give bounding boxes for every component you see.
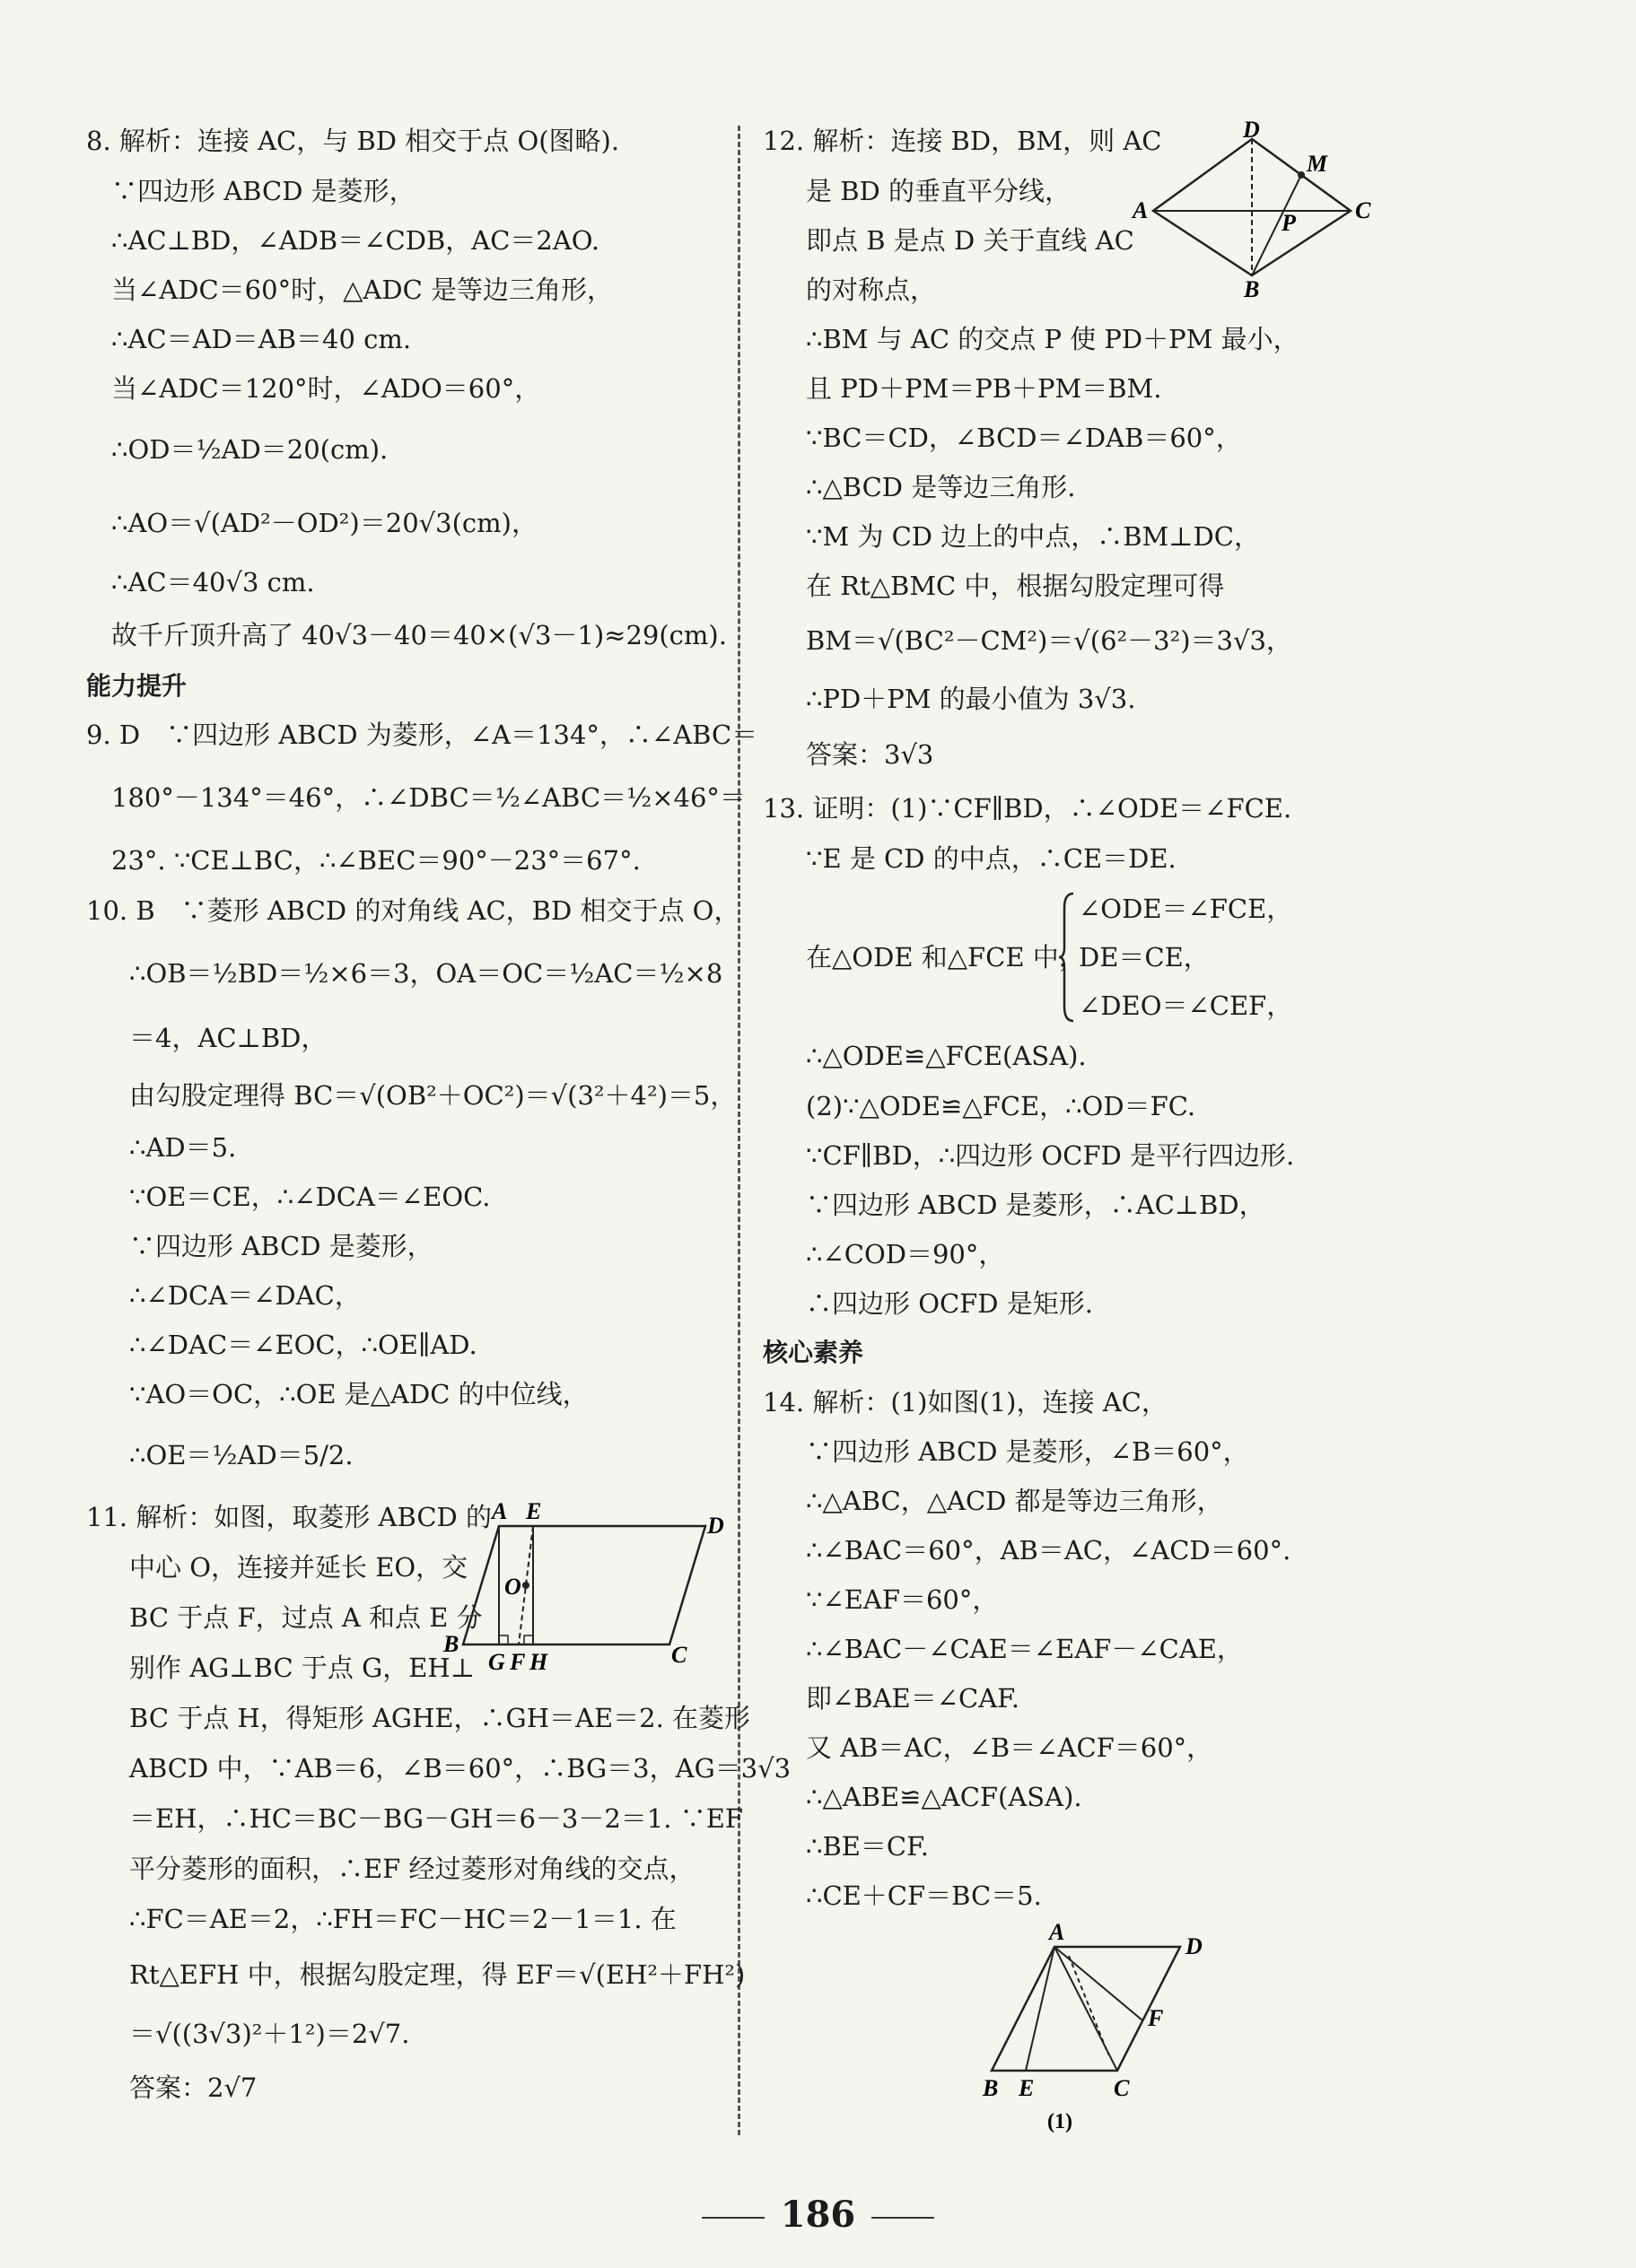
- label-A: A: [1133, 197, 1149, 223]
- label-C: C: [671, 1642, 687, 1668]
- text-line: 当∠ADC＝120°时，∠ADO＝60°，: [111, 373, 541, 404]
- label-P: P: [1282, 210, 1296, 236]
- text-line: ＝EH，∴HC＝BC－BG－GH＝6－3－2＝1. ∵EF: [129, 1803, 743, 1834]
- text-line: 即点 B 是点 D 关于直线 AC: [806, 225, 1134, 256]
- text-line: 故千斤顶升高了 40√3－40＝40×(√3－1)≈29(cm).: [111, 620, 727, 650]
- text-line: ∠DEO＝∠CEF，: [1079, 990, 1293, 1021]
- figure-caption: (1): [1047, 2110, 1072, 2133]
- text-line: ∵∠EAF＝60°，: [806, 1584, 999, 1615]
- page-number-footer: [0, 2194, 1636, 2236]
- text-line: 是 BD 的垂直平分线，: [806, 176, 1071, 206]
- label-A: A: [1049, 1919, 1065, 1945]
- text-line: ∴BM 与 AC 的交点 P 使 PD＋PM 最小，: [806, 324, 1299, 354]
- text-line: 23°. ∵CE⊥BC，∴∠BEC＝90°－23°＝67°.: [111, 845, 641, 876]
- label-E: E: [526, 1498, 542, 1524]
- label-C: C: [1114, 2075, 1130, 2101]
- label-B: B: [983, 2075, 999, 2101]
- footer-rule-left: [702, 2217, 765, 2219]
- label-B: B: [1244, 276, 1260, 302]
- figure-11-rhombus: [443, 1494, 732, 1675]
- text-line: 14. 解析：(1)如图(1)，连接 AC，: [763, 1387, 1168, 1418]
- text-line: ∴AC⊥BD，∠ADB＝∠CDB，AC＝2AO.: [111, 225, 600, 256]
- text-line: ∵四边形 ABCD 是菱形，∠B＝60°，: [806, 1436, 1249, 1467]
- label-D: D: [1243, 117, 1260, 143]
- label-C: C: [1355, 197, 1371, 223]
- text-line: ∵E 是 CD 的中点，∴CE＝DE.: [806, 843, 1177, 874]
- text-line: BC 于点 H，得矩形 AGHE，∴GH＝AE＝2. 在菱形: [129, 1703, 751, 1733]
- text-line: ∴∠BAC－∠CAE＝∠EAF－∠CAE，: [806, 1634, 1243, 1664]
- text-line: ∵OE＝CE，∴∠DCA＝∠EOC.: [129, 1182, 491, 1212]
- text-line: ∵四边形 ABCD 是菱形，∴AC⊥BD，: [806, 1190, 1265, 1220]
- text-line: 别作 AG⊥BC 于点 G，EH⊥: [129, 1653, 475, 1683]
- answer-line: 答案：3√3: [806, 739, 934, 770]
- text-line: (2)∵△ODE≌△FCE，∴OD＝FC.: [806, 1091, 1196, 1121]
- text-line: 180°－134°＝46°，∴∠DBC＝½∠ABC＝½×46°＝: [111, 782, 746, 813]
- text-line: ∴AD＝5.: [129, 1132, 237, 1163]
- text-line: ∵AO＝OC，∴OE 是△ADC 的中位线，: [129, 1379, 589, 1409]
- label-A: A: [492, 1498, 508, 1524]
- label-F: F: [510, 1649, 526, 1675]
- text-line: ∴AO＝√(AD²－OD²)＝20√3(cm)，: [111, 508, 538, 538]
- text-line: BM＝√(BC²－CM²)＝√(6²－3²)＝3√3，: [806, 625, 1292, 656]
- label-M: M: [1307, 151, 1328, 177]
- text-line: 即∠BAE＝∠CAF.: [806, 1683, 1019, 1714]
- text-line: ∴PD＋PM 的最小值为 3√3.: [806, 684, 1136, 714]
- text-line: 的对称点，: [806, 275, 937, 305]
- text-line: ＝√((3√3)²＋1²)＝2√7.: [129, 2019, 410, 2049]
- label-B: B: [443, 1631, 459, 1657]
- text-line: 当∠ADC＝60°时，△ADC 是等边三角形，: [111, 275, 613, 305]
- text-line: ∴△ODE≌△FCE(ASA).: [806, 1041, 1087, 1071]
- label-G: G: [488, 1649, 505, 1675]
- text-line: ∴OE＝½AD＝5/2.: [129, 1440, 354, 1470]
- section-heading: 核心素养: [763, 1338, 864, 1367]
- figure-14-rhombus: [965, 1920, 1234, 2135]
- text-line: ∴△ABE≌△ACF(ASA).: [806, 1782, 1082, 1812]
- label-D: D: [707, 1513, 724, 1539]
- text-line: ∵M 为 CD 边上的中点，∴BM⊥DC，: [806, 521, 1260, 552]
- answer-line: 答案：2√7: [129, 2072, 258, 2103]
- text-line: 12. 解析：连接 BD，BM，则 AC: [763, 126, 1162, 156]
- label-O: O: [504, 1574, 521, 1600]
- text-line: BC 于点 F，过点 A 和点 E 分: [129, 1602, 483, 1633]
- section-heading: 能力提升: [86, 671, 188, 701]
- text-line: ∴OB＝½BD＝½×6＝3，OA＝OC＝½AC＝½×8: [129, 958, 723, 989]
- text-line: 8. 解析：连接 AC，与 BD 相交于点 O(图略).: [86, 126, 620, 156]
- text-line: 在△ODE 和△FCE 中，: [806, 942, 1085, 973]
- text-line: ∴FC＝AE＝2，∴FH＝FC－HC＝2－1＝1. 在: [129, 1904, 677, 1934]
- text-line: 13. 证明：(1)∵CF∥BD，∴∠ODE＝∠FCE.: [763, 793, 1292, 824]
- figure-12-rhombus: [1131, 117, 1373, 302]
- text-line: 9. D ∵四边形 ABCD 为菱形，∠A＝134°，∴∠ABC＝: [86, 720, 758, 750]
- text-line: ∴四边形 OCFD 是矩形.: [806, 1288, 1093, 1319]
- text-line: ∴OD＝½AD＝20(cm).: [111, 434, 389, 465]
- label-E: E: [1019, 2075, 1035, 2101]
- left-column: [86, 0, 792, 2135]
- label-D: D: [1185, 1933, 1203, 1959]
- text-line: ∴∠DCA＝∠DAC，: [129, 1280, 361, 1311]
- text-line: ∴BE＝CF.: [806, 1831, 929, 1862]
- label-F: F: [1148, 2005, 1164, 2031]
- label-H: H: [529, 1649, 548, 1675]
- text-line: 且 PD＋PM＝PB＋PM＝BM.: [806, 373, 1162, 404]
- text-line: ∴AC＝40√3 cm.: [111, 567, 315, 598]
- column-divider: [738, 126, 740, 2135]
- page-number: 186: [780, 2194, 856, 2236]
- text-line: ∵CF∥BD，∴四边形 OCFD 是平行四边形.: [806, 1140, 1295, 1171]
- text-line: ∵BC＝CD，∠BCD＝∠DAB＝60°，: [806, 423, 1242, 453]
- text-line: ∴∠COD＝90°，: [806, 1239, 1005, 1269]
- text-line: 由勾股定理得 BC＝√(OB²＋OC²)＝√(3²＋4²)＝5，: [129, 1080, 737, 1111]
- text-line: ∴AC＝AD＝AB＝40 cm.: [111, 324, 412, 354]
- text-line: ∴∠DAC＝∠EOC，∴OE∥AD.: [129, 1330, 477, 1360]
- text-line: Rt△EFH 中，根据勾股定理，得 EF＝√(EH²＋FH²): [129, 1959, 746, 1990]
- text-line: ABCD 中，∵AB＝6，∠B＝60°，∴BG＝3，AG＝3√3: [129, 1753, 792, 1784]
- text-line: ∴∠BAC＝60°，AB＝AC，∠ACD＝60°.: [806, 1535, 1291, 1566]
- text-line: ∴CE＋CF＝BC＝5.: [806, 1880, 1042, 1911]
- left-brace: [1059, 890, 1077, 1025]
- text-line: ∴△ABC，△ACD 都是等边三角形，: [806, 1486, 1223, 1516]
- text-line: ∴△BCD 是等边三角形.: [806, 472, 1076, 502]
- text-line: 10. B ∵菱形 ABCD 的对角线 AC，BD 相交于点 O，: [86, 895, 740, 926]
- text-line: ∵四边形 ABCD 是菱形，: [111, 176, 416, 206]
- text-line: 中心 O，连接并延长 EO，交: [129, 1552, 468, 1583]
- footer-rule-right: [871, 2217, 934, 2219]
- right-column: [763, 0, 1391, 2135]
- text-line: 在 Rt△BMC 中，根据勾股定理可得: [806, 571, 1225, 601]
- text-line: DE＝CE，: [1079, 942, 1210, 973]
- text-line: 平分菱形的面积，∴EF 经过菱形对角线的交点，: [129, 1854, 696, 1884]
- text-line: ＝4，AC⊥BD，: [129, 1023, 328, 1053]
- text-line: 又 AB＝AC，∠B＝∠ACF＝60°，: [806, 1732, 1213, 1763]
- text-line: ∠ODE＝∠FCE，: [1079, 894, 1293, 924]
- text-line: ∵四边形 ABCD 是菱形，: [129, 1231, 433, 1261]
- text-line: 11. 解析：如图，取菱形 ABCD 的: [86, 1502, 493, 1532]
